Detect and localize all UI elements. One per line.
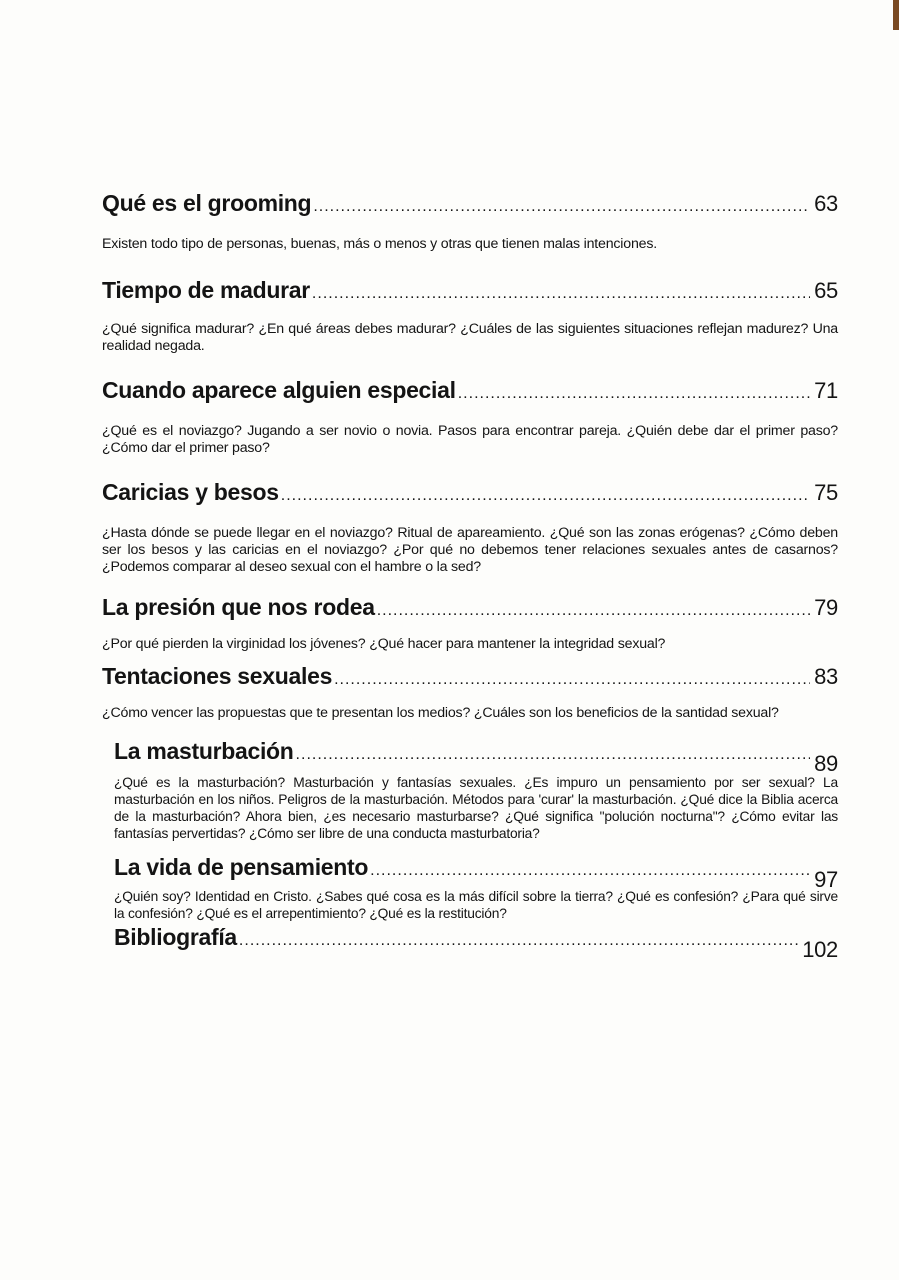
toc-entry — [102, 275, 838, 355]
toc-entry-page: 97 — [814, 867, 838, 892]
toc-entry — [102, 592, 838, 653]
dot-leader — [377, 596, 810, 626]
toc-entry-page: 63 — [814, 191, 838, 216]
toc-entry-title: La presión que nos rodea — [102, 594, 375, 620]
table-of-contents — [102, 188, 838, 962]
toc-entry — [102, 477, 838, 576]
toc-entry-page: 75 — [814, 480, 838, 505]
toc-entry-description: ¿Qué significa madurar? ¿En qué áreas debes madurar? ¿Cuáles de las siguientes situaciones reflejan madurez? Una realidad negada. — [102, 321, 838, 354]
toc-heading-row[interactable] — [102, 275, 838, 309]
toc-entry-description: ¿Cómo vencer las propuestas que te presentan los medios? ¿Cuáles son los beneficios de la santidad sexual? — [102, 705, 779, 721]
toc-entry-title: La masturbación — [114, 738, 294, 764]
toc-entry-description: ¿Quién soy? Identidad en Cristo. ¿Sabes qué cosa es la más difícil sobre la tierra? ¿Qué es confesión? ¿Para qué sirve la confesión? ¿Qué es el arrepentimiento? ¿Qué es la restitución? — [114, 889, 838, 921]
toc-heading-row[interactable] — [102, 477, 838, 511]
dot-leader — [312, 279, 810, 309]
toc-heading-row[interactable] — [102, 592, 838, 626]
toc-entry — [102, 852, 838, 922]
toc-entry — [102, 661, 838, 722]
dot-leader — [239, 926, 798, 956]
toc-entry-title: Cuando aparece alguien especial — [102, 377, 456, 403]
toc-entry-title: Qué es el grooming — [102, 190, 312, 216]
toc-entry-description: ¿Por qué pierden la virginidad los jóvenes? ¿Qué hacer para mantener la integridad sexual? — [102, 636, 666, 652]
toc-heading-row[interactable] — [114, 922, 838, 962]
toc-entry-page: 102 — [802, 937, 838, 962]
toc-heading-row[interactable] — [114, 852, 838, 892]
toc-entry — [102, 736, 838, 842]
toc-entry-title: Bibliografía — [114, 924, 237, 950]
toc-entry-page: 89 — [814, 751, 838, 776]
toc-entry-description: ¿Hasta dónde se puede llegar en el noviazgo? Ritual de apareamiento. ¿Qué son las zonas erógenas? ¿Cómo deben ser los besos y las caricias en el noviazgo? ¿Por qué no debemos tener relaciones sexuales antes de casarnos? ¿Podemos comparar al deseo sexual con el hambre o la sed? — [102, 525, 838, 575]
dot-leader — [370, 856, 810, 886]
toc-entry-description: ¿Qué es la masturbación? Masturbación y fantasías sexuales. ¿Es impuro un pensamiento por ser sexual? La masturbación en los niños. Peligros de la masturbación. Métodos para 'curar' la masturbación. ¿Qué dice la Biblia acerca de la masturbación? Ahora bien, ¿es necesario masturbarse? ¿Qué significa "polución nocturna"? ¿Cómo evitar las fantasías pervertidas? ¿Cómo ser libre de una conducta masturbatoria? — [114, 775, 838, 841]
page-edge-binding — [893, 0, 899, 30]
toc-heading-row[interactable] — [114, 736, 838, 776]
toc-heading-row[interactable] — [102, 661, 838, 695]
toc-entry-page: 83 — [814, 664, 838, 689]
toc-entry-description: Existen todo tipo de personas, buenas, más o menos y otras que tienen malas intenciones. — [102, 236, 657, 252]
toc-entry-title: Tentaciones sexuales — [102, 663, 333, 689]
toc-entry — [102, 922, 838, 962]
toc-entry-page: 71 — [814, 378, 838, 403]
toc-entry-page: 79 — [814, 595, 838, 620]
toc-entry — [102, 188, 838, 253]
dot-leader — [313, 192, 810, 222]
dot-leader — [458, 379, 810, 409]
toc-heading-row[interactable] — [102, 188, 838, 222]
toc-entry-description: ¿Qué es el noviazgo? Jugando a ser novio o novia. Pasos para encontrar pareja. ¿Quién debe dar el primer paso? ¿Cómo dar el primer paso? — [102, 423, 838, 456]
dot-leader — [281, 481, 810, 511]
toc-entry-title: Tiempo de madurar — [102, 277, 310, 303]
toc-heading-row[interactable] — [102, 375, 838, 409]
toc-entry — [102, 375, 838, 457]
toc-entry-page: 65 — [814, 278, 838, 303]
dot-leader — [296, 740, 811, 770]
toc-entry-title: Caricias y besos — [102, 479, 279, 505]
toc-entry-title: La vida de pensamiento — [114, 854, 369, 880]
dot-leader — [334, 665, 810, 695]
